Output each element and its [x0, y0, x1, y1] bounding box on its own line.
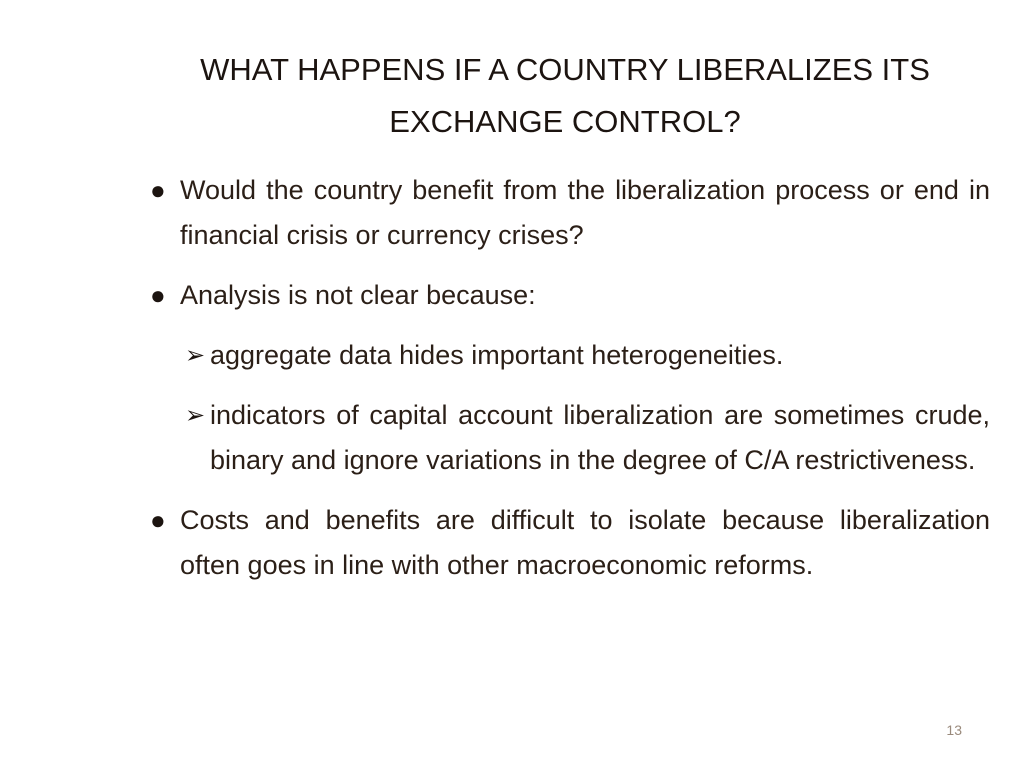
- slide-title: WHAT HAPPENS IF A COUNTRY LIBERALIZES ITS EXCHANGE CONTROL?: [200, 52, 930, 139]
- bullet-icon: ●: [150, 280, 166, 310]
- bullet-text: Analysis is not clear because:: [180, 280, 536, 310]
- bullet-icon: ●: [150, 175, 166, 205]
- arrow-bullet-icon: ➢: [185, 342, 206, 369]
- page-number: 13: [946, 722, 962, 738]
- sub-bullet-text: aggregate data hides important heterogeneities.: [210, 340, 784, 370]
- bullet-icon: ●: [150, 505, 166, 535]
- bullet-text: Would the country benefit from the liberalization process or end in financial crisis or currency crises?: [180, 175, 990, 250]
- sub-bullet-item: [148, 393, 990, 483]
- bullet-item: [148, 498, 990, 588]
- slide-body: [148, 168, 990, 603]
- arrow-bullet-icon: ➢: [185, 402, 206, 429]
- bullet-item: [148, 168, 990, 258]
- sub-bullet-item: [148, 333, 990, 378]
- bullet-item: [148, 273, 990, 318]
- bullet-text: Costs and benefits are difficult to isolate because liberalization often goes in line with other macroeconomic reforms.: [180, 505, 990, 580]
- sub-bullet-text: indicators of capital account liberalization are sometimes crude, binary and ignore variations in the degree of C/A restrictiveness.: [210, 400, 990, 475]
